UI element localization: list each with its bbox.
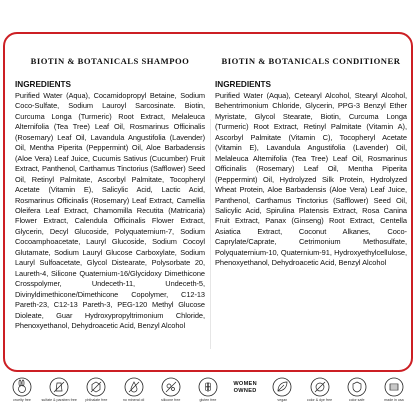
badge-vegan: vegan — [264, 377, 300, 402]
conditioner-column — [215, 56, 407, 269]
column-divider — [210, 119, 211, 349]
sulfate-free-icon — [49, 377, 69, 397]
conditioner-title: BIOTIN & BOTANICALS CONDITIONER — [221, 56, 401, 66]
no-mineral-oil-icon — [124, 377, 144, 397]
badge-no-mineral-oil: no mineral oil — [116, 377, 152, 402]
conditioner-ingredients-text: Purified Water (Aqua), Cetearyl Alcohol, Stearyl Alcohol, Behentrimonium Chloride, Glycerin, PPG-3 Benzyl Ether Myristate, Glycol Stearate, Biotin, Curcuma Longa (Turmeric) Root Extract, Retinyl Palmitate (Vitamin A), Ascorbyl Palmitate (Vitamin C), Tocopheryl Acetate (Vitamin E), Lavandula Angustifolia (Lavender) Oil, Melaleuca Alternifolia (Tea Tree) Leaf Oil, Rosmarinus Officinalis (Rosemary) Leaf Oil, Mentha Piperita (Peppermint) Oil, Hydrolyzed Silk Protein, Hydrolyzed Wheat Protein, Aloe Barbadensis (Aloe Vera) Leaf Juice, Panthenol, Carthamus Tinctorius (Safflower) Seed Oil, Salicylic Acid, Spirulina Platensis Extract, Rosa Canina Fruit Extract, Panax (Ginseng) Root Extract, Centella Asiatica Extract, Coconut Alkanes, Coco-Caprylate/Caprate, Cetrimonium Methosulfate, Polyquaternium-10, Quaternium-91, Hydroxyethylcellulose, Phenoxyethanol, Dehydroacetic Acid, Benzyl Alcohol — [215, 91, 407, 268]
badge-made-in-usa: made in usa — [376, 377, 412, 402]
badge-row — [0, 377, 416, 416]
shampoo-title: BIOTIN & BOTANICALS SHAMPOO — [30, 56, 190, 66]
badge-sulfate-free: sulfate & paraben free — [41, 377, 77, 402]
badge-cruelty-free: cruelty free — [4, 377, 40, 402]
dye-free-icon — [310, 377, 330, 397]
badge-gluten-free: gluten free — [190, 377, 226, 402]
women-owned-icon: WOMEN OWNED — [233, 381, 257, 394]
cruelty-free-icon — [12, 377, 32, 397]
phthalate-free-icon — [86, 377, 106, 397]
made-in-usa-icon — [384, 377, 404, 397]
ingredients-card — [3, 32, 413, 372]
badge-silicone-free: silicone free — [153, 377, 189, 402]
badge-phthalate-free: phthalate free — [78, 377, 114, 402]
gluten-free-icon — [198, 377, 218, 397]
silicone-free-icon — [161, 377, 181, 397]
badge-dye-free: color & dye free — [302, 377, 338, 402]
color-safe-icon — [347, 377, 367, 397]
vegan-icon — [272, 377, 292, 397]
badge-color-safe: color safe — [339, 377, 375, 402]
shampoo-ingredients-heading: INGREDIENTS — [15, 80, 71, 89]
badge-women-owned — [227, 377, 263, 394]
shampoo-ingredients-text: Purified Water (Aqua), Cocamidopropyl Betaine, Sodium Coco-Sulfate, Sodium Lauroyl Sarcosinate. Biotin, Curcuma Longa (Turmeric) Root Extract, Melaleuca Alternifolia (Tea Tree) Leaf Oil, Rosmarinus Officinalis (Rosemary) Leaf Oil, Lavandula Angustifolia (Lavender) Oil, Mentha Piperita (Peppermint) Oil, Aloe Barbadensis (Aloe Vera) Leaf Juice, Cucumis Sativus (Cucumber) Fruit Extract, Panthenol, Carthamus Tinctorius (Safflower) Seed Oil, Retinyl Palmitate, Ascorbyl Palmitate, Tocopheryl Acetate (Vitamin E), Salicylic Acid, Lactic Acid, Rosmarinus Officinalis (Rosemary) Leaf Extract, Camellia Oleifera Leaf Extract, Chamomilla Recutita (Matricaria) Flower Extract, Calendula Officinalis Flower Extract, Glycerin, Decyl Glucoside, Polyquaternium-7, Sodium Cocoamphoacetate, Lauryl Glucoside, Sodium Cocoyl Glutamate, Sodium Lauryl Glucose Carboxylate, Sodium Lauryl Sulfoacetate, Glycol Distearate, Polysorbate 20, Laureth-4, Silicone Quaternium-16/Glycidoxy Dimethicone Crosspolymer, Undeceth-11, Undeceth-5, Divinyldimethicone/Dimethicone Copolymer, C12-13 Pareth-23, C12-13 Pareth-3, PEG-120 Methyl Glucose Dioleate, Guar Hydroxypropyltrimonium Chloride, Phenoxyethanol, Dehydroacetic Acid, Benzyl Alcohol — [15, 91, 205, 330]
shampoo-column — [15, 56, 205, 331]
conditioner-ingredients-heading: INGREDIENTS — [215, 80, 271, 89]
